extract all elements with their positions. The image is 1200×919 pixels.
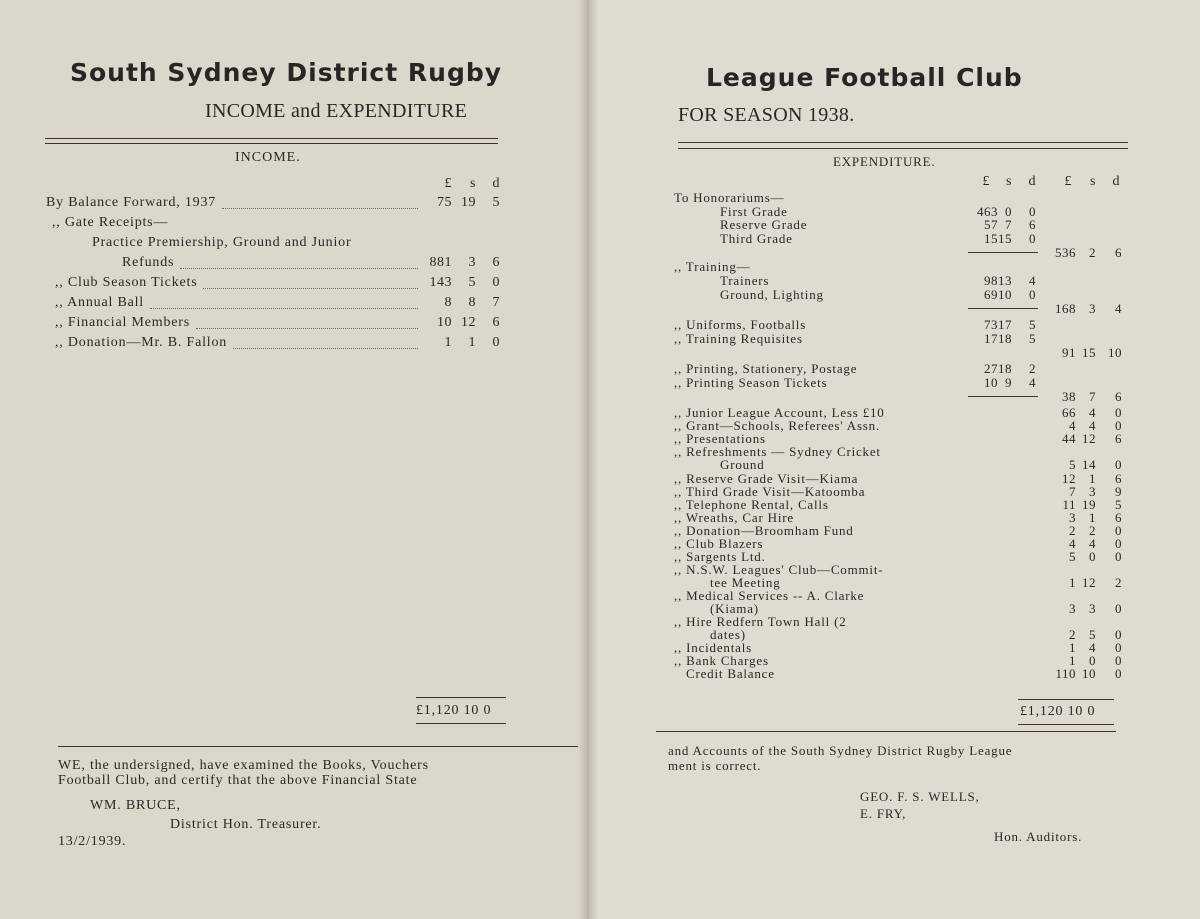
expenditure-row-label: ,, Printing, Stationery, Postage	[674, 361, 858, 376]
income-amount-shillings: 3	[468, 255, 476, 270]
expenditure-row-label: First Grade	[720, 204, 788, 219]
left-top-rule-2	[45, 143, 498, 144]
expenditure-amount: 6	[1115, 431, 1122, 446]
expenditure-amount: 6	[1115, 389, 1122, 404]
col-header-shillings: s	[470, 176, 476, 191]
expenditure-amount: 9	[1005, 375, 1012, 390]
expenditure-amount: 1	[1069, 653, 1076, 668]
income-amount-pounds: 75	[437, 195, 452, 210]
expenditure-amount: 0	[1029, 287, 1036, 302]
expenditure-amount: 4	[1089, 418, 1096, 433]
inner-header-pence: d	[1028, 174, 1036, 189]
leader-dots	[180, 268, 418, 269]
expenditure-row-label: (Kiama)	[710, 601, 759, 616]
expenditure-amount: 4	[1089, 405, 1096, 420]
expenditure-amount: 110	[1055, 666, 1076, 681]
expenditure-amount: 0	[1115, 653, 1122, 668]
left-subtitle: INCOME and EXPENDITURE	[205, 100, 468, 122]
expenditure-amount: 18	[998, 331, 1012, 346]
expenditure-row-label: Reserve Grade	[720, 217, 808, 232]
inner-header-pounds: £	[982, 174, 990, 189]
expenditure-amount: 463	[977, 204, 998, 219]
expenditure-amount: 4	[1069, 536, 1076, 551]
expenditure-amount: 5	[1089, 627, 1096, 642]
expenditure-amount: 6	[1115, 510, 1122, 525]
expenditure-amount: 15	[984, 231, 998, 246]
expenditure-amount: 1	[1089, 471, 1096, 486]
left-title: South Sydney District Rugby	[70, 58, 503, 87]
expenditure-row-label: Trainers	[720, 273, 770, 288]
expenditure-amount: 0	[1115, 601, 1122, 616]
expenditure-amount: 3	[1069, 510, 1076, 525]
expenditure-amount: 0	[1115, 627, 1122, 642]
right-subtitle: FOR SEASON 1938.	[678, 104, 855, 126]
expenditure-amount: 15	[1082, 345, 1096, 360]
expenditure-amount: 1	[1069, 575, 1076, 590]
expenditure-amount: 0	[1115, 418, 1122, 433]
right-title: League Football Club	[706, 63, 1023, 92]
expenditure-amount: 0	[1115, 666, 1122, 681]
expenditure-amount: 69	[984, 287, 998, 302]
income-amount-shillings: 8	[468, 295, 476, 310]
expenditure-row-label: ,, Uniforms, Footballs	[674, 317, 807, 332]
page-gutter	[578, 0, 598, 919]
expenditure-amount: 2	[1029, 361, 1036, 376]
income-heading: INCOME.	[235, 150, 301, 165]
certify-line-2-cont: ment is correct.	[668, 758, 762, 773]
leader-dots	[203, 288, 418, 289]
expenditure-amount: 1	[1089, 510, 1096, 525]
income-total: £1,120 10 0	[416, 703, 492, 718]
expenditure-row-label: ,, Training Requisites	[674, 331, 803, 346]
expenditure-row-label: tee Meeting	[710, 575, 781, 590]
expenditure-row-label: ,, Sargents Ltd.	[674, 549, 766, 564]
outer-header-pounds: £	[1064, 174, 1072, 189]
income-row-label: ,, Financial Members	[55, 315, 190, 330]
income-total-rule-bottom	[416, 723, 506, 724]
expenditure-amount: 3	[1069, 601, 1076, 616]
expenditure-row-label: Ground	[720, 457, 765, 472]
auditor-1: GEO. F. S. WELLS,	[860, 789, 980, 804]
left-bottom-rule	[58, 746, 578, 747]
expenditure-row-label: ,, Incidentals	[674, 640, 752, 655]
income-row-label: Practice Premiership, Ground and Junior	[92, 235, 352, 250]
bleed-through-text	[30, 410, 39, 436]
right-top-rule	[678, 142, 1128, 143]
expenditure-amount: 18	[998, 361, 1012, 376]
expenditure-amount: 10	[998, 287, 1012, 302]
expenditure-row-label: ,, Donation—Broomham Fund	[674, 523, 854, 538]
col-header-pence: d	[492, 176, 500, 191]
expenditure-row-label: ,, Printing Season Tickets	[674, 375, 828, 390]
expense-total-rule-top	[1018, 699, 1114, 700]
income-row-label: By Balance Forward, 1937	[46, 195, 217, 210]
certify-line-2: Football Club, and certify that the above Financial State	[58, 773, 418, 788]
expenditure-amount: 12	[1082, 575, 1096, 590]
expenditure-amount: 4	[1089, 640, 1096, 655]
expenditure-row-label: ,, Third Grade Visit—Katoomba	[674, 484, 866, 499]
expenditure-amount: 3	[1089, 601, 1096, 616]
subtotal-rule	[968, 396, 1038, 397]
expenditure-amount: 0	[1115, 549, 1122, 564]
income-amount-pence: 6	[492, 315, 500, 330]
expenditure-amount: 2	[1115, 575, 1122, 590]
certify-line-1: WE, the undersigned, have examined the Books, Vouchers	[58, 758, 429, 773]
expenditure-row-label: ,, Training—	[674, 259, 751, 274]
income-row-label: ,, Club Season Tickets	[55, 275, 198, 290]
expenditure-amount: 0	[1029, 204, 1036, 219]
expenditure-amount: 4	[1069, 418, 1076, 433]
expenditure-amount: 17	[984, 331, 998, 346]
expenditure-amount: 13	[998, 273, 1012, 288]
expenditure-row-label: Ground, Lighting	[720, 287, 824, 302]
expenditure-amount: 12	[1062, 471, 1076, 486]
certify-line-1-cont: and Accounts of the South Sydney District Rugby League	[668, 743, 1013, 758]
expenditure-row-label: ,, Club Blazers	[674, 536, 764, 551]
leader-dots	[196, 328, 418, 329]
expenditure-row-label: ,, Reserve Grade Visit—Kiama	[674, 471, 859, 486]
expenditure-amount: 38	[1062, 389, 1076, 404]
expenditure-amount: 98	[984, 273, 998, 288]
expenditure-amount: 0	[1115, 457, 1122, 472]
expenditure-amount: 0	[1115, 405, 1122, 420]
expenditure-amount: 0	[1115, 640, 1122, 655]
expenditure-row-label: ,, Presentations	[674, 431, 766, 446]
income-amount-pence: 0	[492, 275, 500, 290]
expenditure-amount: 4	[1089, 536, 1096, 551]
expenditure-row-label: ,, Medical Services -- A. Clarke	[674, 588, 865, 603]
income-amount-pounds: 8	[444, 295, 452, 310]
income-amount-pence: 7	[492, 295, 500, 310]
expenditure-amount: 17	[998, 317, 1012, 332]
col-header-pounds: £	[444, 176, 452, 191]
left-top-rule	[45, 138, 498, 139]
income-amount-shillings: 19	[461, 195, 476, 210]
auditor-title: Hon. Auditors.	[994, 829, 1083, 844]
treasurer-title: District Hon. Treasurer.	[170, 817, 322, 832]
expenditure-amount: 3	[1089, 301, 1096, 316]
expenditure-row-label: ,, Wreaths, Car Hire	[674, 510, 794, 525]
expenditure-amount: 27	[984, 361, 998, 376]
expenditure-row-label: ,, Refreshments — Sydney Cricket	[674, 444, 881, 459]
expenditure-amount: 10	[984, 375, 998, 390]
subtotal-rule	[968, 308, 1038, 309]
outer-header-shillings: s	[1090, 174, 1096, 189]
expenditure-amount: 2	[1069, 523, 1076, 538]
expenditure-row-label: ,, Junior League Account, Less £10	[674, 405, 885, 420]
expenditure-amount: 5	[1029, 331, 1036, 346]
right-bottom-rule	[656, 731, 1116, 732]
outer-header-pence: d	[1112, 174, 1120, 189]
expenditure-amount: 0	[1005, 204, 1012, 219]
expenditure-amount: 2	[1089, 523, 1096, 538]
expenditure-amount: 0	[1029, 231, 1036, 246]
expenditure-amount: 0	[1089, 549, 1096, 564]
expenditure-amount: 4	[1115, 301, 1122, 316]
expenditure-amount: 73	[984, 317, 998, 332]
expenditure-amount: 0	[1115, 523, 1122, 538]
expenditure-amount: 9	[1115, 484, 1122, 499]
income-amount-pence: 6	[492, 255, 500, 270]
expenditure-row-label: ,, N.S.W. Leagues' Club—Commit-	[674, 562, 884, 577]
expenditure-amount: 12	[1082, 431, 1096, 446]
expenditure-amount: 5	[1115, 497, 1122, 512]
expenditure-amount: 44	[1062, 431, 1076, 446]
expenditure-amount: 15	[998, 231, 1012, 246]
expenditure-amount: 0	[1089, 653, 1096, 668]
expenditure-row-label: ,, Bank Charges	[674, 653, 769, 668]
expenditure-amount: 3	[1089, 484, 1096, 499]
income-row-label: ,, Annual Ball	[55, 295, 144, 310]
expenditure-amount: 7	[1005, 217, 1012, 232]
expenditure-amount: 168	[1055, 301, 1076, 316]
expenditure-row-label: Third Grade	[720, 231, 793, 246]
expenditure-amount: 91	[1062, 345, 1076, 360]
expenditure-amount: 6	[1029, 217, 1036, 232]
expenditure-amount: 2	[1089, 245, 1096, 260]
expenditure-amount: 57	[984, 217, 998, 232]
expenditure-amount: 11	[1062, 497, 1076, 512]
expenditure-row-label: Credit Balance	[686, 666, 775, 681]
expenditure-row-label: To Honorariums—	[674, 190, 785, 205]
expenditure-amount: 66	[1062, 405, 1076, 420]
expenditure-amount: 4	[1029, 375, 1036, 390]
expenditure-amount: 536	[1055, 245, 1076, 260]
expense-total-rule-bottom	[1018, 724, 1114, 725]
expenditure-amount: 10	[1108, 345, 1122, 360]
left-page	[0, 0, 588, 919]
income-row-label: ,, Donation—Mr. B. Fallon	[55, 335, 228, 350]
expenditure-amount: 5	[1069, 549, 1076, 564]
treasurer-name: WM. BRUCE,	[90, 798, 181, 813]
expenditure-amount: 10	[1082, 666, 1096, 681]
expenditure-amount: 0	[1115, 536, 1122, 551]
income-amount-pence: 5	[492, 195, 500, 210]
income-row-label: Refunds	[122, 255, 175, 270]
expenditure-row-label: ,, Hire Redfern Town Hall (2	[674, 614, 847, 629]
leader-dots	[233, 348, 418, 349]
expenditure-amount: 6	[1115, 471, 1122, 486]
income-amount-pounds: 143	[429, 275, 452, 290]
inner-header-shillings: s	[1006, 174, 1012, 189]
expenditure-amount: 14	[1082, 457, 1096, 472]
expenditure-heading: EXPENDITURE.	[833, 154, 936, 169]
income-total-rule-top	[416, 697, 506, 698]
income-amount-pounds: 1	[444, 335, 452, 350]
expenditure-total: £1,120 10 0	[1020, 704, 1096, 719]
subtotal-rule	[968, 252, 1038, 253]
expenditure-amount: 1	[1069, 640, 1076, 655]
leader-dots	[222, 208, 418, 209]
income-amount-shillings: 5	[468, 275, 476, 290]
auditor-2: E. FRY,	[860, 806, 907, 821]
expenditure-amount: 2	[1069, 627, 1076, 642]
income-amount-pounds: 881	[429, 255, 452, 270]
income-amount-pence: 0	[492, 335, 500, 350]
expenditure-amount: 19	[1082, 497, 1096, 512]
income-row-label: ,, Gate Receipts—	[52, 215, 169, 230]
expenditure-amount: 5	[1069, 457, 1076, 472]
income-amount-shillings: 1	[468, 335, 476, 350]
statement-date: 13/2/1939.	[58, 834, 127, 849]
expenditure-amount: 6	[1115, 245, 1122, 260]
right-top-rule-2	[678, 148, 1128, 149]
expenditure-row-label: dates)	[710, 627, 746, 642]
income-amount-shillings: 12	[461, 315, 476, 330]
expenditure-amount: 5	[1029, 317, 1036, 332]
expenditure-row-label: ,, Grant—Schools, Referees' Assn.	[674, 418, 881, 433]
income-amount-pounds: 10	[437, 315, 452, 330]
expenditure-row-label: ,, Telephone Rental, Calls	[674, 497, 829, 512]
expenditure-amount: 7	[1069, 484, 1076, 499]
expenditure-amount: 4	[1029, 273, 1036, 288]
expenditure-amount: 7	[1089, 389, 1096, 404]
leader-dots	[150, 308, 418, 309]
right-page	[588, 0, 1200, 919]
